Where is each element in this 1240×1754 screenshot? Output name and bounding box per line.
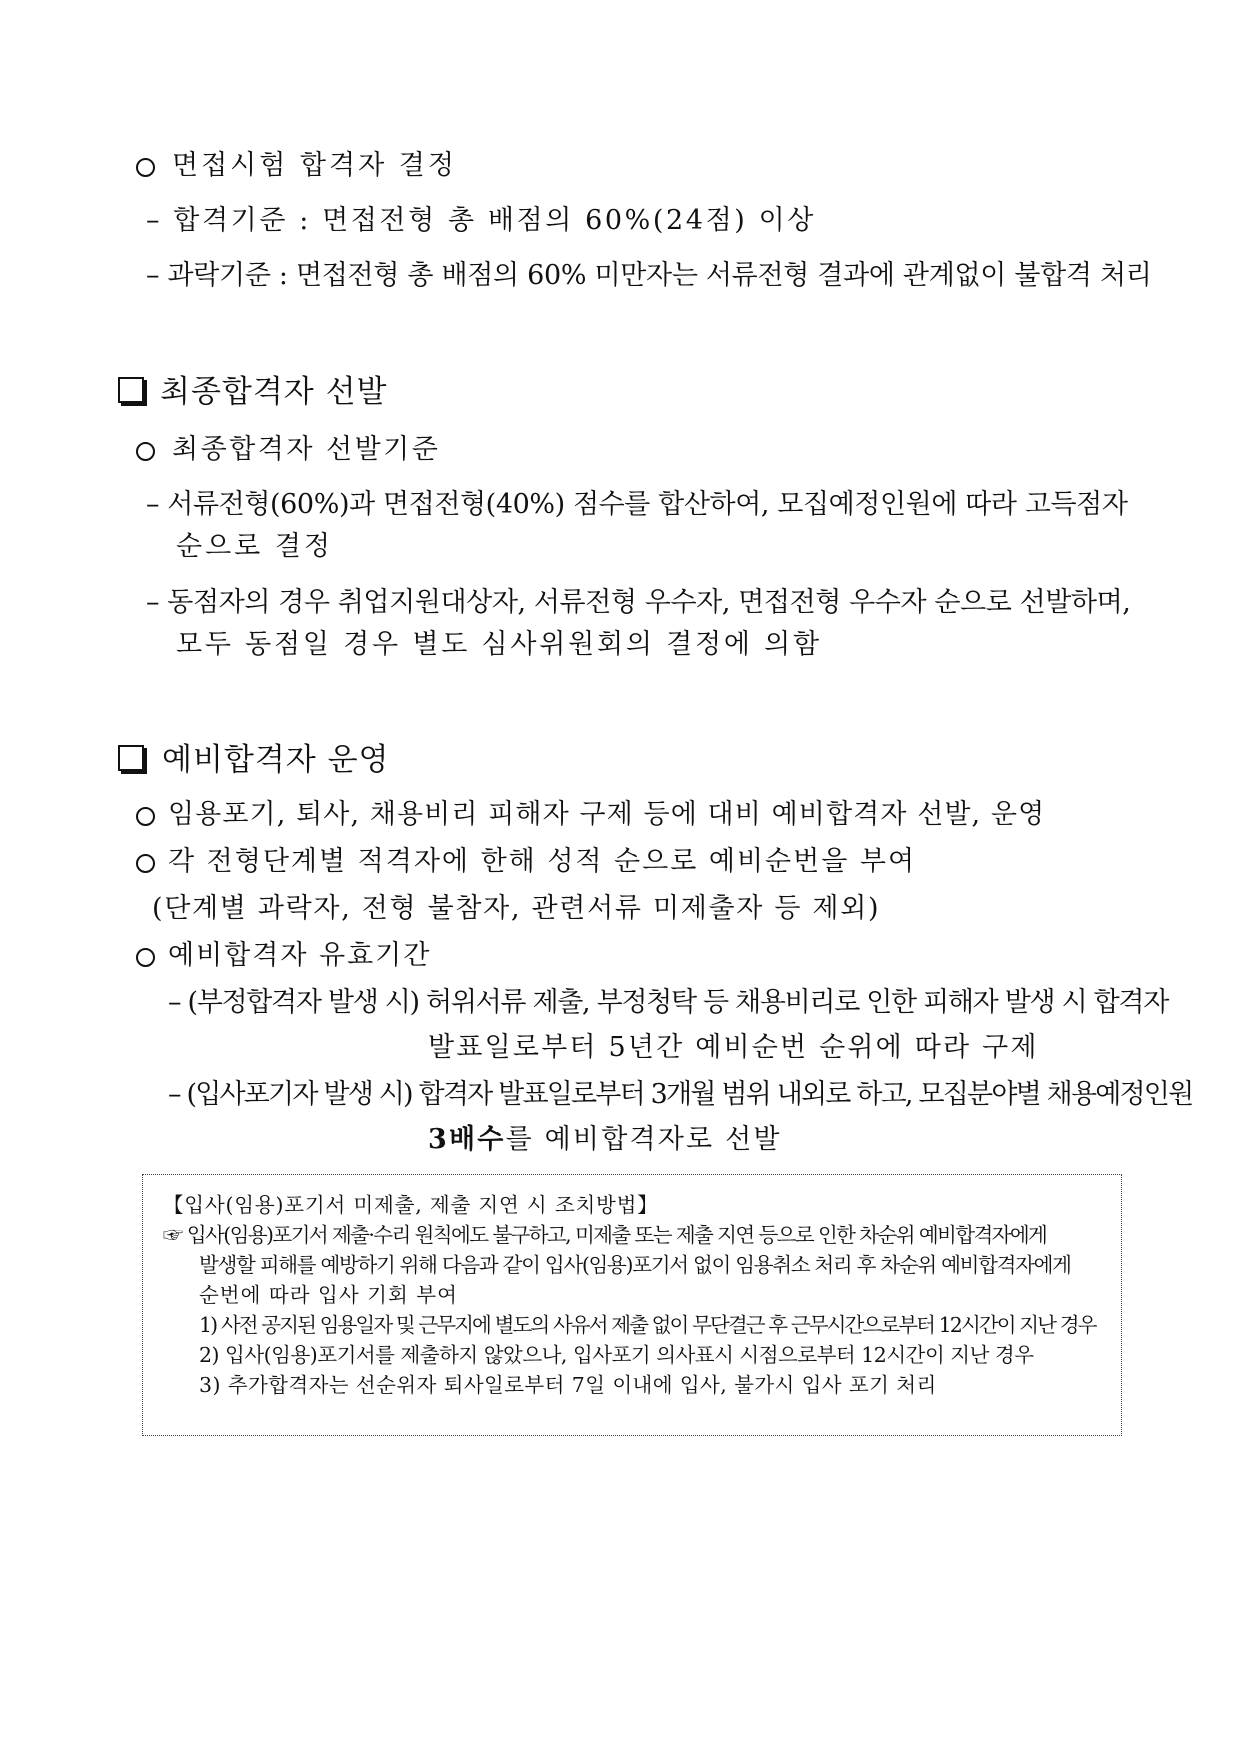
- notice-line-2: 발생할 피해를 예방하기 위해 다음과 같이 입사(임용)포기서 없이 임용취소 처리 후 차순위 예비합격자에게: [199, 1253, 1071, 1277]
- circle-bullet-icon: [136, 442, 155, 461]
- reserve-sub-2: – (입사포기자 발생 시) 합격자 발표일로부터 3개월 범위 내외로 하고, 모집분야별 채용예정인원: [168, 1079, 1193, 1110]
- checkbox-square-icon: [118, 377, 144, 403]
- reserve-item-1: 임용포기, 퇴사, 채용비리 피해자 구제 등에 대비 예비합격자 선발, 운영: [168, 799, 1046, 830]
- pass-criteria-line: – 합격기준 : 면접전형 총 배점의 60%(24점) 이상: [146, 205, 816, 236]
- reserve-item-3: 예비합격자 유효기간: [168, 940, 432, 971]
- notice-line-6: 3) 추가합격자는 선순위자 퇴사일로부터 7일 이내에 입사, 불가시 입사 포기 처리: [199, 1373, 937, 1397]
- notice-title: 【입사(임용)포기서 미제출, 제출 지연 시 조치방법】: [163, 1193, 659, 1217]
- notice-line-5: 2) 입사(임용)포기서를 제출하지 않았으나, 입사포기 의사표시 시점으로부터 12시간이 지난 경우: [199, 1343, 1034, 1367]
- reserve-multiplier: 3배수: [428, 1124, 506, 1155]
- reserve-sub-2-rest: 를 예비합격자로 선발: [505, 1124, 782, 1155]
- final-line-2-cont: 모두 동점일 경우 별도 심사위원회의 결정에 의함: [176, 629, 822, 660]
- circle-bullet-icon: [136, 854, 155, 873]
- reserve-sub-2-cont: [428, 1122, 782, 1158]
- final-criteria-heading: 최종합격자 선발기준: [172, 434, 441, 465]
- interview-heading: 면접시험 합격자 결정: [172, 150, 457, 181]
- reserve-item-2: 각 전형단계별 적격자에 한해 성적 순으로 예비순번을 부여: [168, 846, 917, 877]
- notice-line-4: 1) 사전 공지된 임용일자 및 근무지에 별도의 사유서 제출 없이 무단결근 후 근무시간으로부터 12시간이 지난 경우: [199, 1313, 1096, 1337]
- reserve-item-2-note: (단계별 과락자, 전형 불참자, 관련서류 미제출자 등 제외): [152, 893, 881, 924]
- circle-bullet-icon: [136, 158, 155, 177]
- final-line-1-cont: 순으로 결정: [176, 531, 333, 562]
- final-line-2: – 동점자의 경우 취업지원대상자, 서류전형 우수자, 면접전형 우수자 순으로 선발하며,: [146, 587, 1131, 618]
- cutoff-criteria-line: – 과락기준 : 면접전형 총 배점의 60% 미만자는 서류전형 결과에 관계없이 불합격 처리: [146, 260, 1152, 291]
- circle-bullet-icon: [136, 948, 155, 967]
- notice-box: [142, 1174, 1122, 1436]
- reserve-sub-1: – (부정합격자 발생 시) 허위서류 제출, 부정청탁 등 채용비리로 인한 피해자 발생 시 합격자: [168, 987, 1168, 1018]
- checkbox-square-icon: [118, 745, 144, 771]
- notice-line-3: 순번에 따라 입사 기회 부여: [199, 1283, 458, 1307]
- final-line-1: – 서류전형(60%)과 면접전형(40%) 점수를 합산하여, 모집예정인원에 따라 고득점자: [146, 489, 1128, 520]
- notice-line-1: ☞ 입사(임용)포기서 제출·수리 원칙에도 불구하고, 미제출 또는 제출 지연 등으로 인한 차순위 예비합격자에게: [163, 1223, 1047, 1247]
- circle-bullet-icon: [136, 807, 155, 826]
- final-section-title: 최종합격자 선발: [160, 374, 388, 410]
- reserve-sub-1-cont: 발표일로부터 5년간 예비순번 순위에 따라 구제: [428, 1032, 1039, 1063]
- reserve-section-title: 예비합격자 운영: [162, 742, 390, 778]
